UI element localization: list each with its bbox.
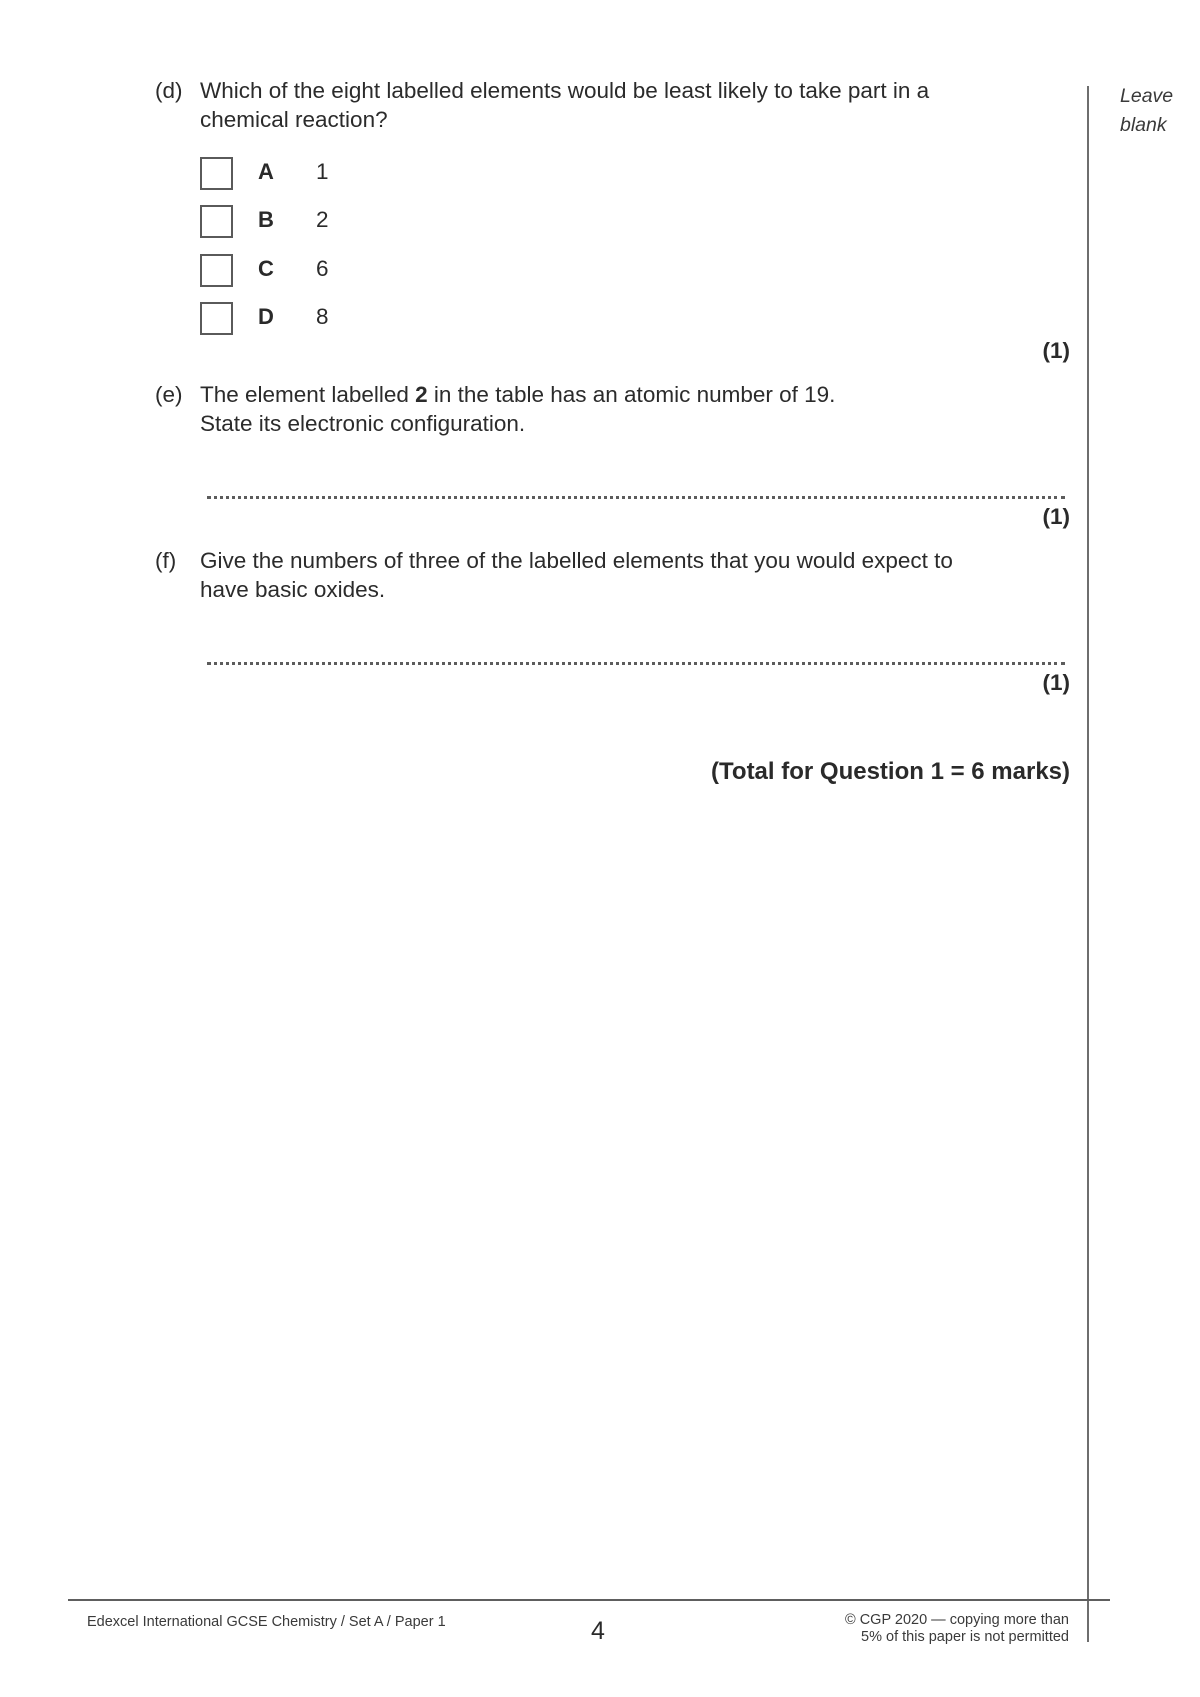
choice-c[interactable]	[200, 254, 400, 288]
question-d-line2: chemical reaction?	[200, 107, 388, 132]
question-total: (Total for Question 1 = 6 marks)	[711, 758, 1070, 785]
question-f-label: (f)	[155, 548, 177, 573]
question-e-text	[200, 380, 1030, 438]
margin-rule	[1087, 86, 1089, 1642]
question-f-line2: have basic oxides.	[200, 577, 386, 602]
question-f-answer-line[interactable]	[207, 638, 1065, 665]
question-e-line1-post: in the table has an atomic number of 19.	[427, 382, 836, 407]
choice-a-checkbox[interactable]	[200, 157, 233, 190]
choice-c-checkbox[interactable]	[200, 254, 233, 287]
choice-d[interactable]	[200, 302, 400, 336]
question-e-line1	[200, 380, 1030, 409]
question-f-line1: Give the numbers of three of the labelled elements that you would expect to	[200, 548, 953, 573]
choice-a-value: 1	[316, 159, 329, 184]
footer-rule	[68, 1599, 1110, 1601]
leave-blank-line1: Leave	[1120, 85, 1174, 107]
question-d-marks: (1)	[1042, 338, 1070, 363]
question-e-label: (e)	[155, 382, 183, 407]
footer-copyright	[845, 1612, 1069, 1646]
question-f-marks: (1)	[1042, 670, 1070, 695]
question-e-line1-pre: The element labelled	[200, 382, 416, 407]
choice-a[interactable]	[200, 157, 400, 191]
footer-copyright-line2: 5% of this paper is not permitted	[861, 1629, 1069, 1645]
choice-d-value: 8	[316, 304, 329, 329]
choice-a-letter: A	[258, 159, 274, 184]
question-f-answer-input[interactable]	[207, 638, 1069, 664]
leave-blank-line2: blank	[1120, 114, 1167, 136]
footer-copyright-line1: © CGP 2020 — copying more than	[844, 1612, 1069, 1628]
question-e-line2: State its electronic configuration.	[200, 411, 526, 436]
choice-d-checkbox[interactable]	[200, 302, 233, 335]
choice-b-letter: B	[258, 207, 274, 232]
question-e-element-number: 2	[415, 382, 428, 407]
footer-paper-title: Edexcel International GCSE Chemistry / Set A / Paper 1	[87, 1614, 446, 1630]
page-number: 4	[591, 1617, 605, 1645]
question-d-line1: Which of the eight labelled elements would be least likely to take part in a	[200, 78, 930, 103]
question-d-label: (d)	[155, 78, 183, 103]
choice-b-checkbox[interactable]	[200, 205, 233, 238]
choice-d-letter: D	[258, 304, 274, 329]
question-f-text	[200, 546, 1030, 604]
choice-c-letter: C	[258, 256, 274, 281]
choice-b[interactable]	[200, 205, 400, 239]
choice-b-value: 2	[316, 207, 329, 232]
question-e-answer-line[interactable]	[207, 472, 1065, 499]
leave-blank-label	[1120, 82, 1173, 140]
question-e-marks: (1)	[1042, 504, 1070, 529]
choice-c-value: 6	[316, 256, 329, 281]
question-d-text	[200, 76, 1030, 134]
question-e-answer-input[interactable]	[207, 472, 1069, 498]
